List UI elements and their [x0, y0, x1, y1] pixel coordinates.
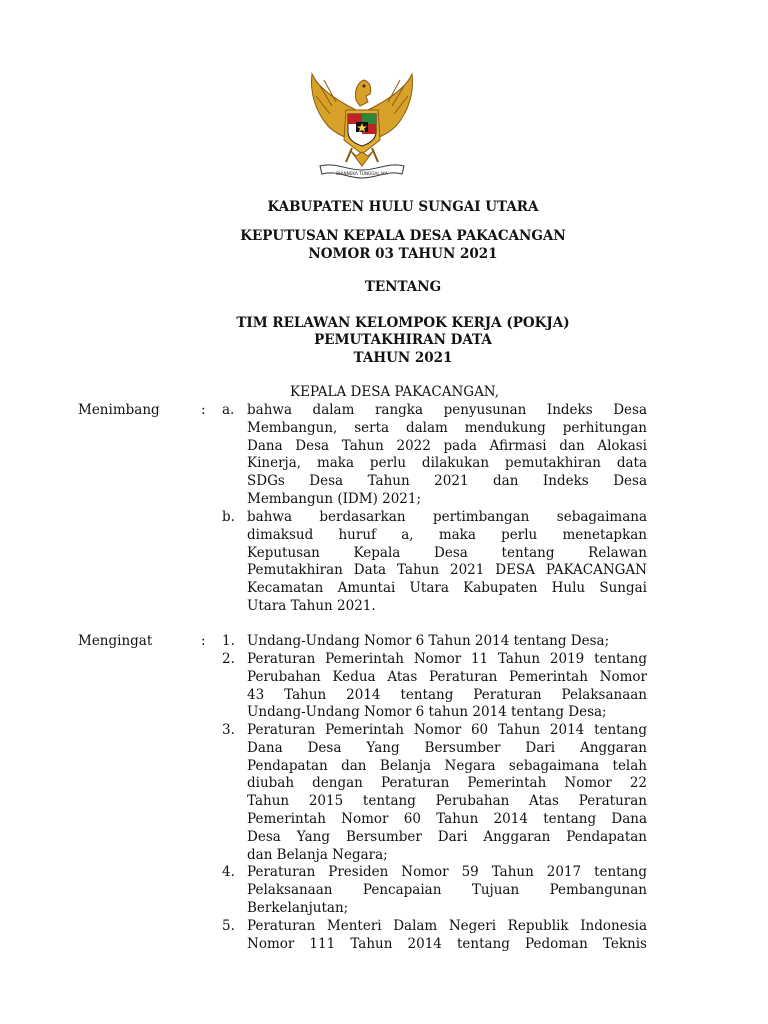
text-line: dan Belanja Negara;	[247, 846, 388, 863]
menimbang-item-b	[247, 509, 647, 616]
text-line: Kecamatan Amuntai Utara Kabupaten Hulu Sungai	[247, 580, 647, 597]
text-line: Keputusan Kepala Desa tentang Relawan	[247, 544, 647, 561]
text-line: diubah dengan Peraturan Pemerintah Nomor 22	[247, 775, 647, 792]
mengingat-marker-5: 5.	[222, 918, 235, 934]
text-line: bahwa dalam rangka penyusunan Indeks Desa	[247, 402, 647, 418]
menimbang-item-a	[247, 402, 647, 509]
text-line: Kinerja, maka perlu dilakukan pemutakhiran data	[247, 455, 647, 472]
menimbang-colon: :	[201, 402, 206, 418]
text-line: Peraturan Presiden Nomor 59 Tahun 2017 tentang	[247, 864, 647, 880]
subject-line-1: TIM RELAWAN KELOMPOK KERJA (POKJA)	[236, 315, 570, 331]
menimbang-label: Menimbang	[78, 402, 160, 418]
regency-heading: KABUPATEN HULU SUNGAI UTARA	[267, 199, 539, 215]
menimbang-marker-b: b.	[222, 509, 235, 525]
text-line: Membangun, serta dalam mendukung perhitungan	[247, 419, 647, 436]
text-line: Undang-Undang Nomor 6 Tahun 2014 tentang Desa;	[247, 633, 610, 649]
mengingat-marker-4: 4.	[222, 864, 235, 880]
text-line: Pendapatan dan Belanja Negara sebagaimana telah	[247, 757, 647, 774]
mengingat-marker-2: 2.	[222, 651, 235, 667]
text-line: Dana Desa Tahun 2022 pada Afirmasi dan Alokasi	[247, 437, 647, 454]
text-line: Berkelanjutan;	[247, 899, 349, 916]
about-heading: TENTANG	[364, 279, 442, 295]
mengingat-colon: :	[201, 633, 206, 649]
mengingat-item-3	[247, 722, 647, 864]
decree-number: NOMOR 03 TAHUN 2021	[308, 246, 498, 262]
text-line: Membangun (IDM) 2021;	[247, 490, 422, 507]
text-line: Dana Desa Yang Bersumber Dari Anggaran	[247, 739, 647, 756]
mengingat-item-4	[247, 864, 647, 917]
text-line: Tahun 2015 tentang Perubahan Atas Peraturan	[247, 793, 647, 810]
text-line: Peraturan Menteri Dalam Negeri Republik Indonesia	[247, 918, 647, 934]
text-line: Peraturan Pemerintah Nomor 11 Tahun 2019 tentang	[247, 651, 647, 667]
text-line: Undang-Undang Nomor 6 tahun 2014 tentang Desa;	[247, 704, 607, 721]
mengingat-item-2	[247, 651, 647, 722]
mengingat-marker-3: 3.	[222, 722, 235, 738]
text-line: bahwa berdasarkan pertimbangan sebagaimana	[247, 509, 647, 525]
text-line: Utara Tahun 2021.	[247, 597, 376, 614]
mengingat-item-1	[247, 633, 647, 651]
text-line: Nomor 111 Tahun 2014 tentang Pedoman Teknis	[247, 935, 647, 952]
text-line: 43 Tahun 2014 tentang Peraturan Pelaksanaan	[247, 686, 647, 703]
text-line: Pemutakhiran Data Tahun 2021 DESA PAKACANGAN	[247, 562, 647, 579]
text-line: Perubahan Kedua Atas Peraturan Pemerintah Nomor	[247, 668, 647, 685]
mengingat-label: Mengingat	[78, 633, 153, 649]
menimbang-marker-a: a.	[222, 402, 235, 418]
svg-text:BHINNEKA TUNGGAL IKA: BHINNEKA TUNGGAL IKA	[336, 171, 388, 176]
text-line: SDGs Desa Tahun 2021 dan Indeks Desa	[247, 473, 647, 490]
garuda-pancasila-emblem-icon	[306, 70, 418, 180]
text-line: Pemerintah Nomor 60 Tahun 2014 tentang Dana	[247, 810, 647, 827]
text-line: Pelaksanaan Pencapaian Tujuan Pembangunan	[247, 881, 647, 898]
subject-line-3: TAHUN 2021	[353, 350, 453, 366]
mengingat-item-5	[247, 918, 647, 954]
decree-title: KEPUTUSAN KEPALA DESA PAKACANGAN	[240, 228, 566, 244]
text-line: Peraturan Pemerintah Nomor 60 Tahun 2014 tentang	[247, 722, 647, 738]
text-line: dimaksud huruf a, maka perlu menetapkan	[247, 526, 647, 543]
text-line: Desa Yang Bersumber Dari Anggaran Pendapatan	[247, 828, 647, 845]
mengingat-marker-1: 1.	[222, 633, 235, 649]
subject-line-2: PEMUTAKHIRAN DATA	[314, 332, 492, 348]
authority-line: KEPALA DESA PAKACANGAN,	[290, 384, 500, 400]
